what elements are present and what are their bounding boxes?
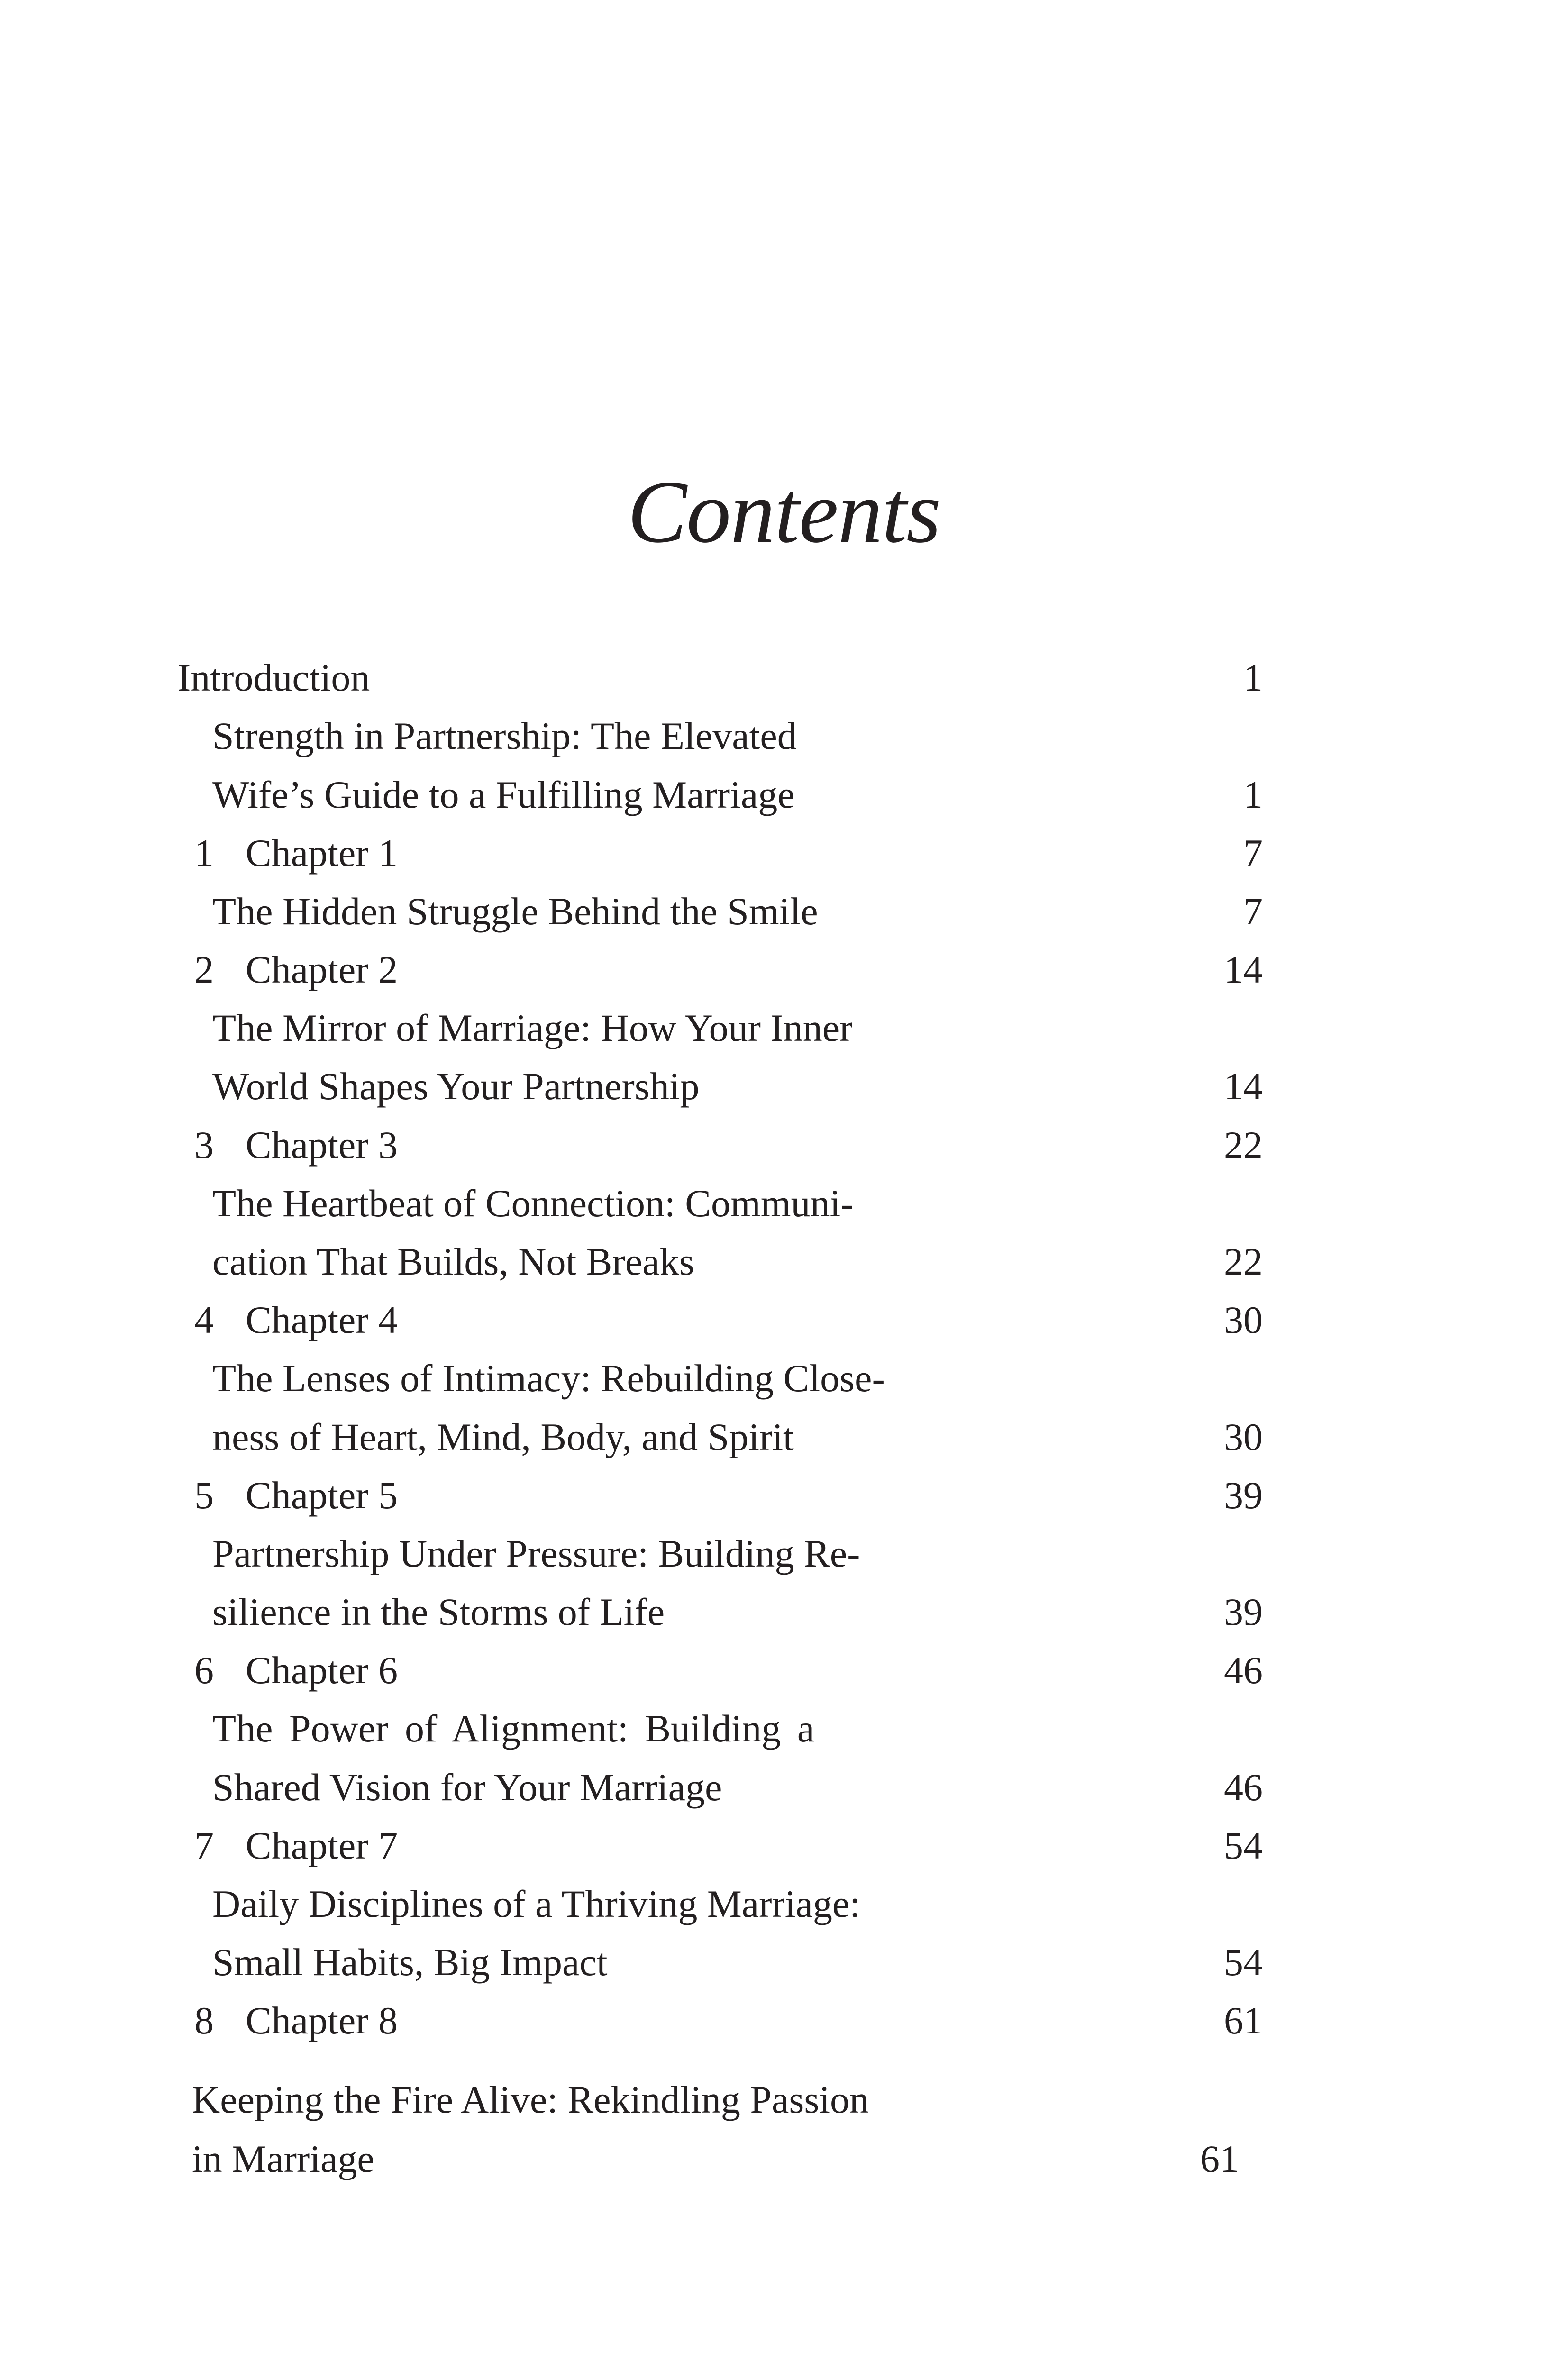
toc-page-number: 1 — [1243, 773, 1263, 816]
chapter-number: 1 — [194, 831, 214, 875]
toc-entry-chapter-8[interactable]: Chapter 8 — [246, 1999, 398, 2042]
toc-entry-chapter-4[interactable]: Chapter 4 — [246, 1298, 398, 1341]
toc-page-number: 54 — [1224, 1941, 1263, 1984]
toc-subtitle-line: The Hidden Struggle Behind the Smile — [212, 890, 818, 933]
chapter-number: 6 — [194, 1649, 214, 1692]
chapter-number: 2 — [194, 948, 214, 991]
toc-page-number: 46 — [1224, 1766, 1263, 1809]
toc-page-number: 22 — [1224, 1240, 1263, 1283]
toc-subtitle-line: ness of Heart, Mind, Body, and Spirit — [212, 1415, 794, 1458]
toc-subtitle-line: Wife’s Guide to a Fulfilling Marriage — [212, 773, 795, 816]
toc-page-number: 7 — [1243, 831, 1263, 875]
chapter-number: 8 — [194, 1999, 214, 2042]
toc-entry-label: Introduction — [178, 656, 370, 699]
toc-page-number: 39 — [1224, 1474, 1263, 1517]
toc-page-number: 54 — [1224, 1824, 1263, 1867]
toc-subtitle-line: cation That Builds, Not Breaks — [212, 1240, 694, 1283]
toc-entry-chapter-7[interactable]: Chapter 7 — [246, 1824, 398, 1867]
toc-subtitle-line: The Lenses of Intimacy: Rebuilding Close- — [212, 1357, 885, 1400]
chapter-number: 5 — [194, 1474, 214, 1517]
toc-subtitle-line: Strength in Partnership: The Elevated — [212, 714, 797, 757]
toc-entry-chapter-1[interactable]: Chapter 1 — [246, 831, 398, 875]
toc-subtitle-line: Keeping the Fire Alive: Rekindling Passion — [192, 2078, 869, 2121]
toc-subtitle-line: The Heartbeat of Connection: Communi- — [212, 1182, 854, 1225]
toc-page-number: 14 — [1224, 948, 1263, 991]
toc-page-number: 39 — [1224, 1590, 1263, 1633]
toc-page-number: 30 — [1224, 1415, 1263, 1458]
toc-page-number: 1 — [1243, 656, 1263, 699]
toc-page-number: 61 — [1224, 1999, 1263, 2042]
toc-subtitle-line: silience in the Storms of Life — [212, 1590, 665, 1633]
toc-page-number: 22 — [1224, 1123, 1263, 1167]
toc-subtitle-line: The Mirror of Marriage: How Your Inner — [212, 1006, 853, 1049]
toc-page-number: 30 — [1224, 1298, 1263, 1341]
toc-subtitle-line: Small Habits, Big Impact — [212, 1941, 608, 1984]
toc-subtitle-line: The Power of Alignment: Building a — [212, 1707, 815, 1750]
toc-entry-chapter-5[interactable]: Chapter 5 — [246, 1474, 398, 1517]
toc-subtitle-line: in Marriage — [192, 2137, 374, 2180]
toc-entry-chapter-6[interactable]: Chapter 6 — [246, 1649, 398, 1692]
chapter-number: 3 — [194, 1123, 214, 1167]
toc-subtitle-line: World Shapes Your Partnership — [212, 1065, 700, 1108]
page-title: Contents — [627, 462, 941, 561]
toc-entry-chapter-3[interactable]: Chapter 3 — [246, 1123, 398, 1167]
toc-entry-chapter-2[interactable]: Chapter 2 — [246, 948, 398, 991]
toc-subtitle-line: Partnership Under Pressure: Building Re- — [212, 1532, 860, 1575]
toc-subtitle-line: Daily Disciplines of a Thriving Marriage: — [212, 1882, 861, 1925]
chapter-number: 4 — [194, 1298, 214, 1341]
toc-subtitle-line: Shared Vision for Your Marriage — [212, 1766, 722, 1809]
toc-page-number: 14 — [1224, 1065, 1263, 1108]
toc-page-number: 61 — [1200, 2137, 1239, 2180]
toc-page-number: 7 — [1243, 890, 1263, 933]
toc-page-number: 46 — [1224, 1649, 1263, 1692]
chapter-number: 7 — [194, 1824, 214, 1867]
